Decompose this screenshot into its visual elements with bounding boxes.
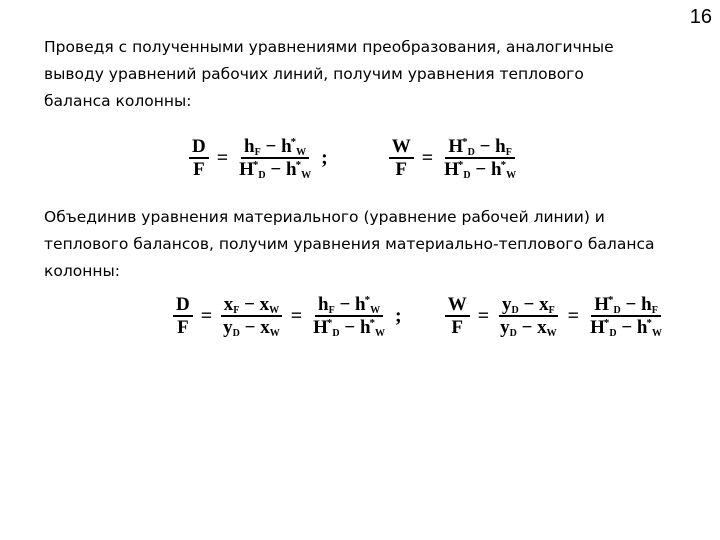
page-number: 16 xyxy=(689,6,712,28)
heat-balance-equations xyxy=(186,136,522,180)
fraction: $\frac{D}{F}$ xyxy=(189,136,209,180)
text-line: колонны: xyxy=(44,262,120,280)
paragraph-intro xyxy=(44,34,694,115)
equation-w-over-f: $\frac{W}{F}$ = $\frac{H^*_D - h_F}{H^*_D - h^*_W}$ xyxy=(386,136,522,180)
fraction: $\frac{x_F - x_W}{y_D - x_W}$ xyxy=(220,294,283,338)
material-heat-balance-equations xyxy=(170,294,668,338)
fraction: $\frac{H^*_D - h_F}{H^*_D - h^*_W}$ xyxy=(590,294,662,339)
equation-d-over-f-combined: $\frac{D}{F}$ = $\frac{x_F - x_W}{y_D - x_W}$ = $\frac{h_F - h^*_W}{H^*_D - h^*_W}$ ; xyxy=(170,294,402,338)
text-line: баланса колонны: xyxy=(44,92,192,110)
fraction: $\frac{W}{F}$ xyxy=(445,294,470,338)
paragraph-combined xyxy=(44,204,694,285)
fraction: $\frac{W}{F}$ xyxy=(389,136,414,180)
text-line: Объединив уравнения материального (уравнение рабочей линии) и xyxy=(44,208,605,226)
fraction: $\frac{y_D - x_F}{y_D - x_W}$ xyxy=(500,294,557,339)
equation-d-over-f: $\frac{D}{F}$ = $\frac{h_F - h^*_W}{H^*_D - h^*_W}$ ; xyxy=(186,136,328,180)
fraction: $\frac{D}{F}$ xyxy=(173,294,193,338)
fraction: $\frac{H^*_D - h_F}{H^*_D - h^*_W}$ xyxy=(444,136,517,181)
text-line: Проведя с полученными уравнениями преобразования, аналогичные xyxy=(44,38,614,56)
fraction: $\frac{h_F - h^*_W}{H^*_D - h^*_W}$ xyxy=(239,136,312,181)
text-line: теплового балансов, получим уравнения материально-теплового баланса xyxy=(44,235,655,253)
fraction: $\frac{h_F - h^*_W}{H^*_D - h^*_W}$ xyxy=(313,294,386,339)
equation-w-over-f-combined: $\frac{W}{F}$ = $\frac{y_D - x_F}{y_D - x_W}$ = $\frac{H^*_D - h_F}{H^*_D - h^*_W}$ xyxy=(442,294,668,338)
text-line: выводу уравнений рабочих линий, получим уравнения теплового xyxy=(44,65,584,83)
